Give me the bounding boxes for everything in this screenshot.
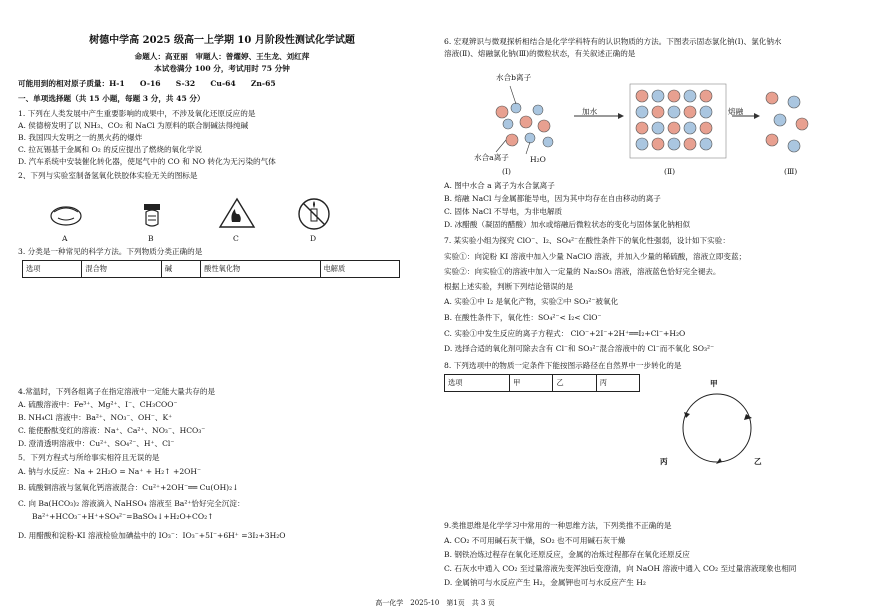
q8-table	[444, 374, 640, 392]
table-cell: 选项	[445, 375, 510, 392]
q5-option-d: D. 用醋酸和淀粉-KI 溶液检验加碘盐中的 IO₃⁻：IO₃⁻+5I⁻+6H⁺ =3I₂+3H₂O	[18, 531, 286, 540]
q1-option-a: A. 侯德榜发明了以 NH₃、CO₂ 和 NaCl 为原料的联合制碱法得纯碱	[18, 121, 249, 130]
q5-option-c-equation: Ba²⁺+HCO₃⁻+H⁺+SO₄²⁻=BaSO₄↓+H₂O+CO₂↑	[32, 512, 214, 521]
page-title: 树德中学高 2025 级高一上学期 10 月阶段性测试化学试题	[89, 35, 355, 46]
section-heading: 一、单项选择题（共 15 小题，每题 3 分，共 45 分）	[18, 94, 205, 103]
q6-stem-line1: 6. 宏观辨识与微观探析相结合是化学学科特有的认识物质的方法。下图表示固态氯化钠(Ⅰ)、氯化钠水	[444, 37, 782, 46]
q4-option-c: C. 能使酚酞变红的溶液：Na⁺、Ca²⁺、NO₃⁻、HCO₃⁻	[18, 426, 206, 435]
diagram-label-ion-a: 水合a离子	[474, 153, 509, 162]
q3-stem: 3. 分类是一种常见的科学方法。下列物质分类正确的是	[18, 247, 203, 256]
q4-option-d: D. 澄清透明溶液中：Cu²⁺、SO₄²⁻、H⁺、Cl⁻	[18, 439, 175, 448]
q9-option-b: B. 钢铁冶炼过程存在氧化还原反应，金属的冶炼过程都存在氧化还原反应	[444, 550, 690, 559]
cycle-label-bing: 丙	[660, 457, 668, 466]
q7-option-c: C. 实验①中发生反应的离子方程式： ClO⁻+2I⁻+2H⁺══I₂+Cl⁻+H₂O	[444, 329, 686, 338]
q7-stem: 7. 某实验小组为探究 ClO⁻、I₂、SO₄²⁻在酸性条件下的氧化性强弱，设计如下实验：	[444, 236, 730, 245]
q1-option-c: C. 拉瓦锡基于金属和 O₂ 的反应提出了燃烧的氧化学说	[18, 145, 202, 154]
q8-stem: 8. 下列选项中的物质一定条件下能按图示路径在自然界中一步转化的是	[444, 361, 682, 370]
q5-option-c: C. 向 Ba(HCO₃)₂ 溶液滴入 NaHSO₄ 溶液至 Ba²⁺恰好完全沉淀：	[18, 499, 245, 508]
table-cell: 碱	[161, 261, 200, 278]
diagram-label-panel-2: (Ⅱ)	[664, 167, 676, 176]
diagram-label-add-water: 加水	[582, 107, 598, 116]
wash-hands-icon	[134, 198, 170, 230]
diagram-label-ion-b: 水合b离子	[496, 73, 532, 82]
q9-option-a: A. CO₂ 不可用碱石灰干燥，SO₂ 也不可用碱石灰干燥	[444, 536, 626, 545]
cycle-label-yi: 乙	[754, 457, 762, 466]
table-cell: 电解质	[320, 261, 399, 278]
diagram-label-water: H₂O	[530, 155, 546, 164]
table-cell: 甲	[510, 375, 553, 392]
q7-judge: 根据上述实验，判断下列结论错误的是	[444, 282, 574, 291]
q1-option-b: B. 我国四大发明之一的黑火药的爆炸	[18, 133, 143, 142]
atomic-masses: 可能用到的相对原子质量：H-1 O-16 S-32 Cu-64 Zn-65	[18, 79, 276, 88]
cooking-vessel-icon	[48, 200, 84, 228]
q9-stem: 9.类推思维是化学学习中常用的一种思维方法，下列类推不正确的是	[444, 521, 672, 530]
q7-experiment-2: 实验②：向实验①的溶液中加入一定量的 Na₂SO₃ 溶液，溶液蓝色恰好完全褪去。	[444, 267, 721, 276]
conversion-cycle-diagram	[672, 384, 762, 470]
q3-table	[22, 260, 400, 278]
diagram-label-panel-1: (Ⅰ)	[502, 167, 511, 176]
table-cell: 乙	[553, 375, 596, 392]
cycle-label-jia: 甲	[710, 379, 718, 388]
q6-option-b: B. 熔融 NaCl 与金属都能导电，因为其中均存在自由移动的离子	[444, 194, 661, 203]
q4-stem: 4.常温时，下列各组离子在指定溶液中一定能大量共存的是	[18, 387, 216, 396]
table-cell: 选项	[23, 261, 82, 278]
q2-label-d: D	[310, 234, 317, 243]
q4-option-b: B. NH₄Cl 溶液中：Ba²⁺、NO₃⁻、OH⁻、K⁺	[18, 413, 173, 422]
table-cell: 混合物	[82, 261, 161, 278]
q5-option-b: B. 硫酸铜溶液与氢氧化钙溶液混合：Cu²⁺+2OH⁻══ Cu(OH)₂↓	[18, 483, 239, 492]
diagram-label-panel-3: (Ⅲ)	[784, 167, 798, 176]
diagram-label-melt: 熔融	[728, 107, 744, 116]
q2-label-c: C	[233, 234, 239, 243]
q1-option-d: D. 汽车系统中安装催化转化器，使尾气中的 CO 和 NO 转化为无污染的气体	[18, 157, 276, 166]
q2-label-b: B	[148, 234, 154, 243]
table-cell: 丙	[596, 375, 639, 392]
no-flame-icon	[294, 196, 334, 232]
q6-option-c: C. 固体 NaCl 不导电，为非电解质	[444, 207, 563, 216]
q7-option-b: B. 在酸性条件下，氧化性：SO₄²⁻< I₂< ClO⁻	[444, 313, 602, 322]
q9-option-d: D. 金属钠可与水反应产生 H₂，金属钾也可与水反应产生 H₂	[444, 578, 646, 587]
q1-stem: 1. 下列在人类发展中产生重要影响的成果中，不涉及氧化还原反应的是	[18, 109, 256, 118]
q4-option-a: A. 硫酸溶液中：Fe³⁺、Mg²⁺、I⁻、CH₃COO⁻	[18, 400, 178, 409]
q7-option-d: D. 选择合适的氧化剂可除去含有 Cl⁻和 SO₃²⁻混合溶液中的 Cl⁻而不氧化 SO₃²⁻	[444, 344, 715, 353]
q7-experiment-1: 实验①：向淀粉 KI 溶液中加入少量 NaClO 溶液，并加入少量的稀硫酸，溶液立即变蓝；	[444, 252, 747, 261]
q5-option-a: A. 钠与水反应：Na + 2H₂O = Na⁺ + H₂↑ +2OH⁻	[18, 467, 202, 476]
q6-stem-line2: 溶液(Ⅱ)、熔融氯化钠(Ⅲ)的微粒状态，有关叙述正确的是	[444, 49, 636, 58]
hot-hazard-icon	[218, 196, 256, 230]
q6-option-d: D. 冰醋酸（凝固的醋酸）加水或熔融后微粒状态的变化与固体氯化钠相似	[444, 220, 691, 229]
q5-stem: 5．下列方程式与所给事实相符且无误的是	[18, 453, 160, 462]
q2-label-a: A	[62, 234, 68, 243]
table-row	[23, 261, 400, 278]
q9-option-c: C. 石灰水中通入 CO₂ 至过量溶液先变浑浊后变澄清，向 NaOH 溶液中通入 CO₂ 至过量溶液现象也相同	[444, 564, 797, 573]
q6-option-a: A. 图中水合 a 离子为水合氯离子	[444, 181, 555, 190]
authors: 命题人：高亚丽 审题人：曾燿婷、王生龙、刘红萍	[134, 52, 310, 61]
table-cell: 酸性氧化物	[201, 261, 320, 278]
exam-meta: 本试卷满分 100 分，考试用时 75 分钟	[154, 64, 290, 73]
q2-stem: 2、下列与实验室制备氢氧化铁胶体实验无关的图标是	[18, 171, 198, 180]
q7-option-a: A. 实验①中 I₂ 是氧化产物，实验②中 SO₃²⁻被氧化	[444, 297, 619, 306]
table-row	[445, 375, 640, 392]
page-footer: 高一化学 2025-10 第1页 共 3 页	[375, 599, 495, 607]
